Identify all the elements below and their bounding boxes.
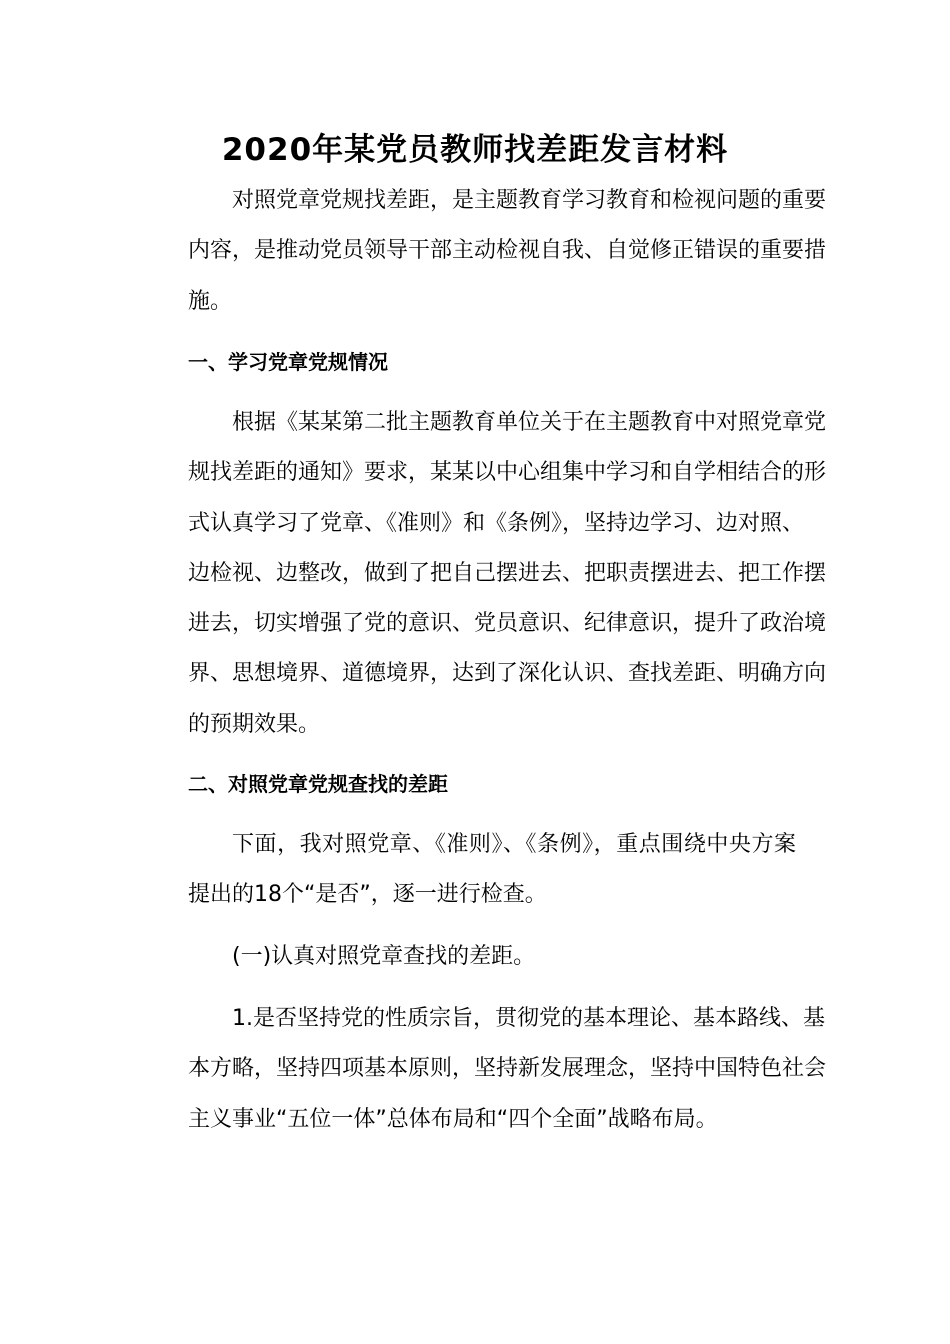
section-1-line-2: 规找差距的通知》要求，某某以中心组集中学习和自学相结合的形 <box>188 460 827 486</box>
section-1-line-3: 式认真学习了党章、《准则》和《条例》，坚持边学习、边对照、 <box>188 510 805 536</box>
section-2-line-2: 提出的18个“是否”，逐一进行检查。 <box>188 882 547 908</box>
section-1-line-7: 的预期效果。 <box>188 711 321 737</box>
section-1-paragraph <box>144 398 827 750</box>
subsection-1-line: (一)认真对照党章查找的差距。 <box>232 944 536 969</box>
item-1-line-3: 主义事业“五位一体”总体布局和“四个全面”战略布局。 <box>188 1106 718 1132</box>
section-2-paragraph <box>144 820 796 921</box>
section-1-line-4: 边检视、边整改，做到了把自己摆进去、把职责摆进去、把工作摆 <box>188 560 827 586</box>
section-2-heading: 二、对照党章党规查找的差距 <box>188 772 448 796</box>
subsection-1-heading <box>144 932 796 982</box>
section-1-line-5: 进去，切实增强了党的意识、党员意识、纪律意识，提升了政治境 <box>188 611 827 637</box>
intro-paragraph <box>144 176 827 327</box>
item-1-paragraph <box>144 994 827 1145</box>
intro-line-2: 内容，是推动党员领导干部主动检视自我、自觉修正错误的重要措 <box>188 238 827 264</box>
intro-line-1: 对照党章党规找差距，是主题教育学习教育和检视问题的重要 <box>232 188 827 213</box>
item-1-line-2: 本方略，坚持四项基本原则，坚持新发展理念，坚持中国特色社会 <box>188 1056 827 1082</box>
section-1-heading: 一、学习党章党规情况 <box>188 350 388 374</box>
section-1-line-6: 界、思想境界、道德境界，达到了深化认识、查找差距、明确方向 <box>188 661 827 687</box>
item-1-line-1: 1.是否坚持党的性质宗旨，贯彻党的基本理论、基本路线、基 <box>232 1006 825 1031</box>
intro-line-3: 施。 <box>188 288 233 314</box>
section-2-line-1: 下面，我对照党章、《准则》、《条例》，重点围绕中央方案 <box>232 832 796 857</box>
section-1-line-1: 根据《某某第二批主题教育单位关于在主题教育中对照党章党 <box>232 410 827 435</box>
document-title: 2020年某党员教师找差距发言材料 <box>221 132 729 168</box>
